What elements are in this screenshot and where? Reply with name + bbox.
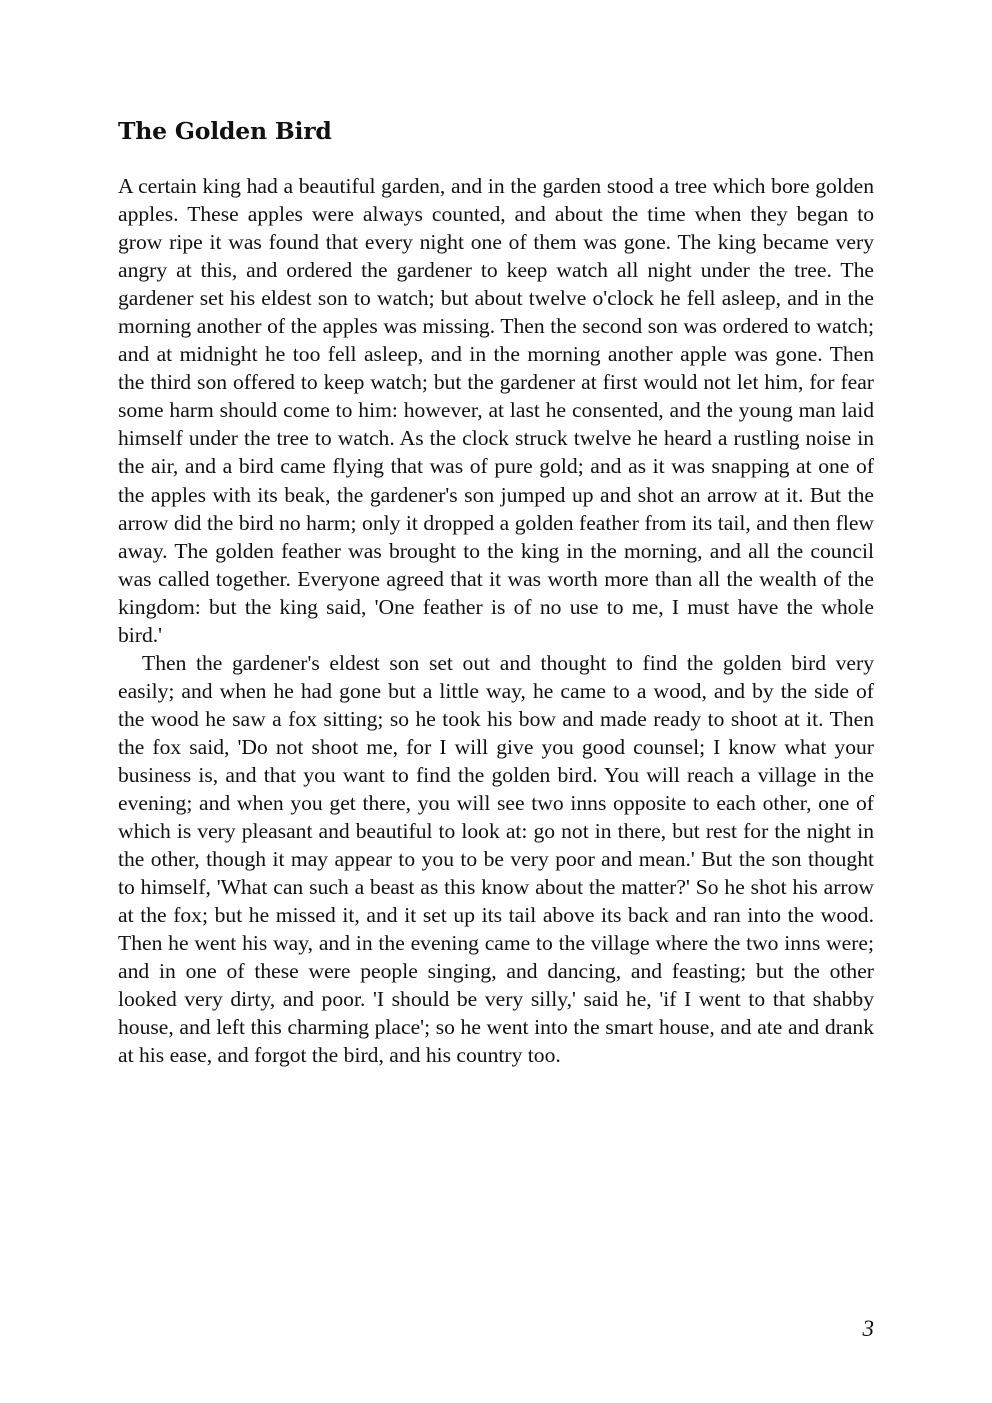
paragraph-2: Then the gardener's eldest son set out and thought to find the golden bird very easily; and when he had gone but a little way, he came to a wood, and by the side of the wood he saw a fox sitting; so he took his bow and made ready to shoot at it. Then the fox said, 'Do not shoot me, for I will give you good counsel; I know what your business is, and that you want to find the golden bird. You will reach a village in the evening; and when you get there, you will see two inns opposite to each other, one of which is very pleasant and beautiful to look at: go not in there, but rest for the night in the other, though it may appear to you to be very poor and mean.' But the son thought to himself, 'What can such a beast as this know about the matter?' So he shot his arrow at the fox; but he missed it, and it set up its tail above its back and ran into the wood. Then he went his way, and in the evening came to the village where the two inns were; and in one of these were people singing, and dancing, and feasting; but the other looked very dirty, and poor. 'I should be very silly,' said he, 'if I went to that shabby house, and left this charming place'; so he went into the smart house, and ate and drank at his ease, and forgot the bird, and his country too. — [118, 650, 874, 1068]
story-body — [118, 172, 874, 1070]
paragraph-1: A certain king had a beautiful garden, and in the garden stood a tree which bore golden apples. These apples were always counted, and about the time when they began to grow ripe it was found that every night one of them was gone. The king became very angry at this, and ordered the gardener to keep watch all night under the tree. The gardener set his eldest son to watch; but about twelve o'clock he fell asleep, and in the morning another of the apples was missing. Then the second son was ordered to watch; and at midnight he too fell asleep, and in the morning another apple was gone. Then the third son offered to keep watch; but the gardener at first would not let him, for fear some harm should come to him: however, at last he consented, and the young man laid himself under the tree to watch. As the clock struck twelve he heard a rustling noise in the air, and a bird came flying that was of pure gold; and as it was snapping at one of the apples with its beak, the gardener's son jumped up and shot an arrow at it. But the arrow did the bird no harm; only it dropped a golden feather from its tail, and then flew away. The golden feather was brought to the king in the morning, and all the council was called together. Everyone agreed that it was worth more than all the wealth of the kingdom: but the king said, 'One feather is of no use to me, I must have the whole bird.' — [118, 174, 874, 647]
story-title: The Golden Bird — [118, 117, 332, 145]
page-number: 3 — [862, 1316, 874, 1341]
